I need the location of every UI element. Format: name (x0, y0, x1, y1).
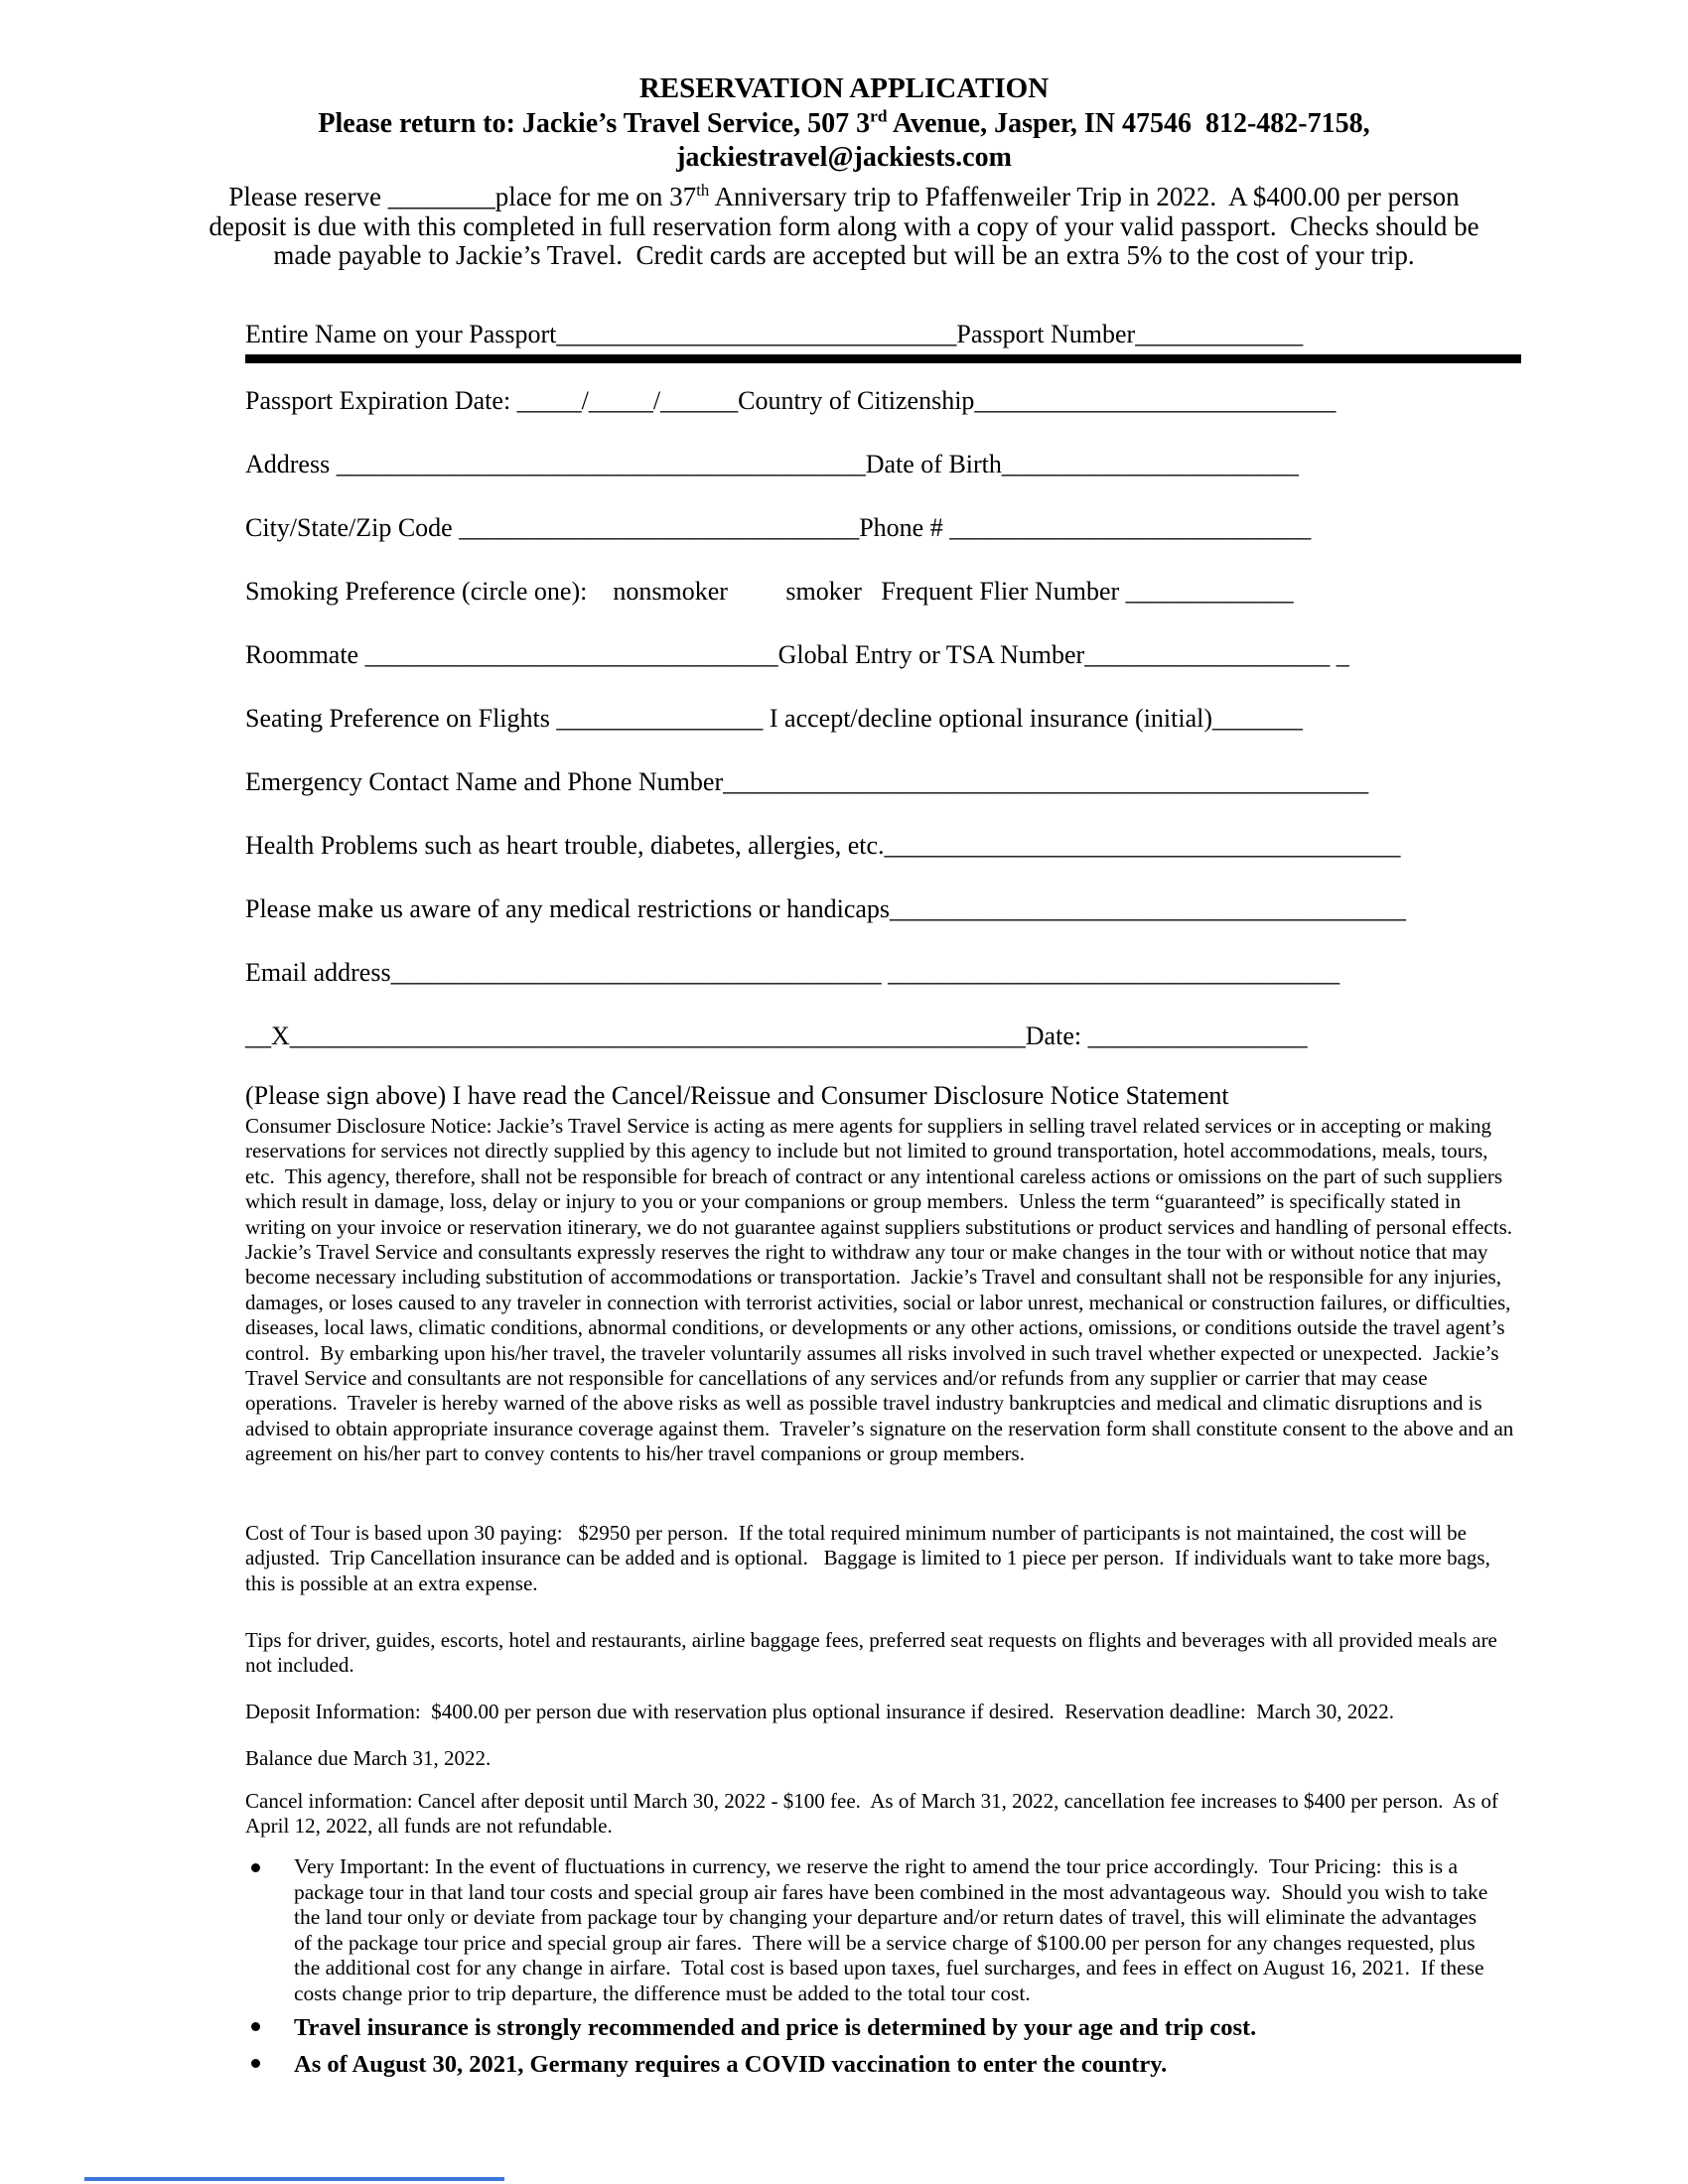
cost-of-tour-paragraph: Cost of Tour is based upon 30 paying: $2950 per person. If the total required minimum number of participants is not maintained, the cost will be adjusted. Trip Cancellation insurance can be added and is optional. Baggage is limited to 1 piece per person. If individuals want to take more bags, this is possible at an extra expense. (245, 1521, 1496, 1595)
return-address-post: Avenue, Jasper, IN 47546 812-482-7158, (887, 108, 1370, 139)
reservation-form (245, 320, 1526, 1111)
form-row-roommate: Roommate ________________________________Global Entry or TSA Number___________________ _ (245, 640, 1349, 669)
form-row-city-state-zip: City/State/Zip Code _______________________________Phone # ____________________________ (245, 513, 1312, 542)
form-row-email-address: Email address______________________________________ ___________________________________ (245, 958, 1340, 987)
signature-note: (Please sign above) I have read the Cancel/Reissue and Consumer Disclosure Notice Statement (245, 1081, 1229, 1110)
passport-name-row: Entire Name on your Passport_______________________________Passport Number_____________ (245, 320, 1304, 348)
divider-rule (245, 354, 1521, 363)
form-row-seating-preference: Seating Preference on Flights ________________ I accept/decline optional insurance (initial)_______ (245, 704, 1304, 733)
bullet-icon (251, 2022, 260, 2031)
bullet-item-very-important (245, 1854, 1506, 2006)
intro-post: Anniversary trip to Pfaffenweiler Trip in 2022. A $400.00 per person deposit is due with this completed in full reservation form along with a copy of your valid passport. Checks should be made payable to Jackie’s Travel. Credit cards are accepted but will be an extra 5% to the cost of your trip. (209, 182, 1486, 270)
bottom-blue-line (84, 2177, 504, 2181)
signature-row: __X_________________________________________________________Date: _________________ (245, 1022, 1308, 1050)
form-row-passport-expiration: Passport Expiration Date: _____/_____/______Country of Citizenship____________________________ (245, 386, 1336, 415)
intro-paragraph (194, 183, 1494, 271)
consumer-disclosure-paragraph: Consumer Disclosure Notice: Jackie’s Travel Service is acting as mere agents for suppliers in selling travel related services or in accepting or making reservations for services not directly supplied by this agency to include but not limited to ground transportation, hotel accommodations, meals, tours, etc. This agency, therefore, shall not be responsible for breach of contract or any intentional careless actions or omissions on the part of such suppliers which result in damage, loss, delay or injury to you or your companions or group members. Unless the term “guaranteed” is specifically stated in writing on your invoice or reservation itinerary, we do not guarantee against suppliers substitutions or product services and handling of personal effects. Jackie’s Travel Service and consultants expressly reserves the right to withdraw any tour or make changes in the tour with or without notice that may become necessary including substitution of accommodations or transportation. Jackie’s Travel and consultant shall not be responsible for any injuries, damages, or loses caused to any traveler in connection with terrorist activities, social or labor unrest, mechanical or construction failures, or difficulties, diseases, local laws, climatic conditions, abnormal conditions, or developments or any other actions, omissions, or conditions outside the travel agent’s control. By embarking upon his/her travel, the traveler voluntarily assumes all risks involved in such travel whether expected or unexpected. Jackie’s Travel Service and consultants are not responsible for cancellations of any services and/or refunds from any supplier or carrier that may cease operations. Traveler is hereby warned of the above risks as well as possible travel industry bankruptcies and medical and climatic disruptions and is advised to obtain appropriate insurance coverage against them. Traveler’s signature on the reservation form shall constitute consent to the above and an agreement on his/her part to convey contents to his/her travel companions or group members. (245, 1114, 1523, 1466)
return-address-line (149, 107, 1539, 141)
cancel-information-paragraph: Cancel information: Cancel after deposit until March 30, 2022 - $100 fee. As of March 31, 2022, cancellation fee increases to $400 per person. As of April 12, 2022, all funds are not refundable. (245, 1789, 1503, 1839)
bullet-icon (251, 1863, 260, 1872)
form-row-health-problems: Health Problems such as heart trouble, diabetes, allergies, etc.________________________________________ (245, 831, 1401, 860)
intro-pre: Please reserve ________place for me on 37 (228, 182, 697, 211)
form-row-smoking-preference: Smoking Preference (circle one): nonsmoker smoker Frequent Flier Number _____________ (245, 577, 1294, 606)
bullet-icon (251, 2059, 260, 2068)
form-row-emergency-contact: Emergency Contact Name and Phone Number__________________________________________________ (245, 767, 1369, 796)
bullet-item-travel-insurance (245, 2013, 1506, 2043)
form-row-address: Address _________________________________________Date of Birth_______________________ (245, 450, 1299, 478)
agency-email-line: jackiestravel@jackiests.com (676, 142, 1012, 173)
ordinal-superscript: th (696, 181, 710, 200)
document-header (149, 69, 1539, 175)
bullet-text: Very Important: In the event of fluctuations in currency, we reserve the right to amend the tour price accordingly. Tour Pricing: this is a package tour in that land tour costs and special group air fares have been combined in the most advantageous way. Should you wish to take the land tour only or deviate from package tour by changing your departure and/or return dates of travel, this will eliminate the advantages of the package tour price and special group air fares. There will be a service charge of $100.00 per person for any changes requested, plus the additional cost for any change in airfare. Total cost is based upon taxes, fuel surcharges, and fees in effect on August 16, 2021. If these costs change prior to trip departure, the difference must be added to the total tour cost. (294, 1854, 1493, 2005)
deposit-information-line: Deposit Information: $400.00 per person due with reservation plus optional insurance if desired. Reservation deadline: March 30, 2022. (245, 1700, 1395, 1723)
balance-due-line: Balance due March 31, 2022. (245, 1746, 492, 1770)
ordinal-superscript: rd (870, 106, 888, 126)
bullet-text: As of August 30, 2021, Germany requires a COVID vaccination to enter the country. (294, 2051, 1168, 2078)
return-address-pre: Please return to: Jackie’s Travel Service, 507 3 (318, 108, 871, 139)
tips-paragraph: Tips for driver, guides, escorts, hotel and restaurants, airline baggage fees, preferred seat requests on flights and beverages with all provided meals are not included. (245, 1628, 1503, 1678)
page-title: RESERVATION APPLICATION (638, 72, 1050, 104)
bullet-text: Travel insurance is strongly recommended and price is determined by your age and trip cost. (294, 2014, 1257, 2041)
form-row-medical-restrictions: Please make us aware of any medical restrictions or handicaps________________________________________ (245, 894, 1407, 923)
bullet-item-covid-vaccination (245, 2050, 1506, 2080)
bullet-list (245, 1854, 1506, 2087)
